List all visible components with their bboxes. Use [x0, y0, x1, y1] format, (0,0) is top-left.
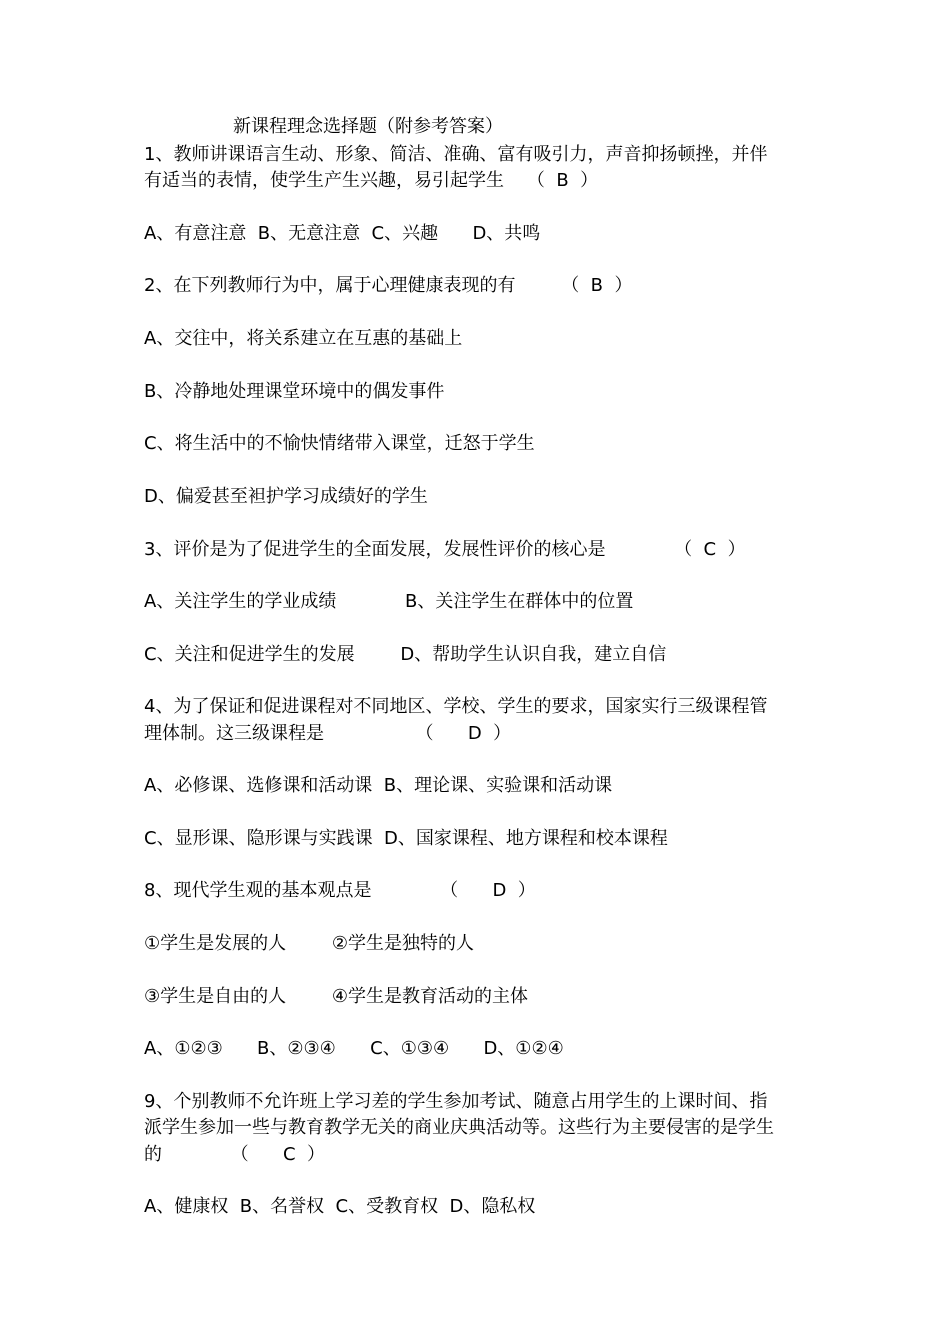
question-8-statements-12: ①学生是发展的人 ②学生是独特的人	[144, 933, 475, 954]
question-8-statements-34: ③学生是自由的人 ④学生是教育活动的主体	[144, 986, 529, 1007]
question-9-options: A、健康权 B、名誉权 C、受教育权 D、隐私权	[144, 1196, 536, 1217]
question-2-option-a: A、交往中，将关系建立在互惠的基础上	[144, 328, 463, 349]
question-3-line-1: 3、评价是为了促进学生的全面发展，发展性评价的核心是 （ C ）	[144, 539, 746, 560]
question-4-options-ab: A、必修课、选修课和活动课 B、理论课、实验课和活动课	[144, 775, 613, 796]
question-8-line-1: 8、现代学生观的基本观点是 （ D ）	[144, 880, 536, 901]
question-1-options: A、有意注意 B、无意注意 C、兴趣 D、共鸣	[144, 223, 541, 244]
question-2-option-d: D、偏爱甚至袒护学习成绩好的学生	[144, 486, 428, 507]
question-3-options-cd: C、关注和促进学生的发展 D、帮助学生认识自我，建立自信	[144, 644, 667, 665]
question-4-line-1: 4、为了保证和促进课程对不同地区、学校、学生的要求，国家实行三级课程管	[144, 696, 768, 717]
question-2-option-b: B、冷静地处理课堂环境中的偶发事件	[144, 381, 445, 402]
question-4-options-cd: C、显形课、隐形课与实践课 D、国家课程、地方课程和校本课程	[144, 828, 668, 849]
question-4-line-2: 理体制。这三级课程是 （ D ）	[144, 723, 512, 744]
question-9-line-3: 的 （ C ）	[144, 1144, 326, 1165]
document-title: 新课程理念选择题（附参考答案）	[233, 116, 503, 137]
question-2-line-1: 2、在下列教师行为中，属于心理健康表现的有 （ B ）	[144, 275, 633, 296]
question-1-line-2: 有适当的表情，使学生产生兴趣，易引起学生 （ B ）	[144, 170, 599, 191]
question-3-options-ab: A、关注学生的学业成绩 B、关注学生在群体中的位置	[144, 591, 634, 612]
question-9-line-2: 派学生参加一些与教育教学无关的商业庆典活动等。这些行为主要侵害的是学生	[144, 1117, 774, 1138]
question-8-options: A、①②③ B、②③④ C、①③④ D、①②④	[144, 1038, 564, 1059]
question-2-option-c: C、将生活中的不愉快情绪带入课堂，迁怒于学生	[144, 433, 535, 454]
question-9-line-1: 9、个别教师不允许班上学习差的学生参加考试、随意占用学生的上课时间、指	[144, 1091, 768, 1112]
question-1-line-1: 1、教师讲课语言生动、形象、简洁、准确、富有吸引力，声音抑扬顿挫，并伴	[144, 144, 768, 165]
